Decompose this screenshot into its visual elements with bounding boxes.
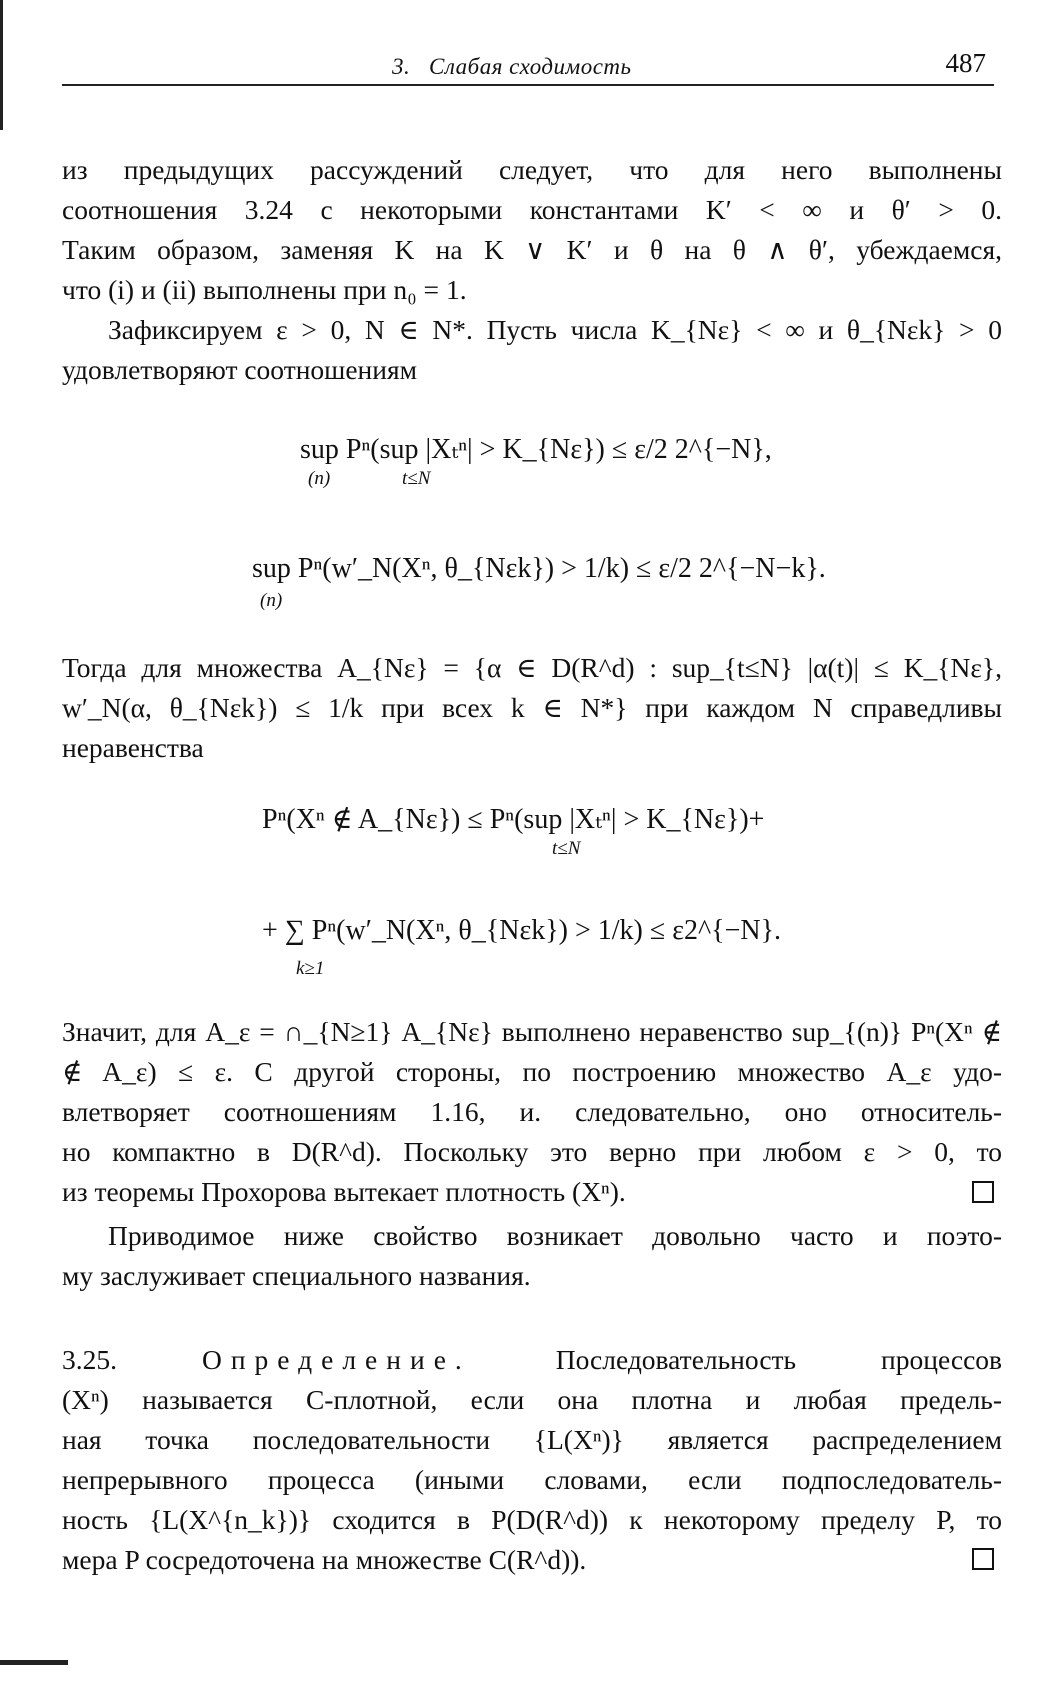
paragraph-4: [62, 1012, 1002, 1212]
definition-3-25: [62, 1340, 1002, 1580]
paragraph-3: [62, 648, 1002, 768]
formula-3-sub-k: k≥1: [296, 958, 325, 979]
text-line: му заслуживает специального названия.: [62, 1260, 531, 1291]
qed-square: [972, 1548, 994, 1570]
formula-1-sub-n: (n): [308, 468, 331, 489]
page-number: 487: [945, 48, 986, 78]
text-line: но компактно в D(R^d). Поскольку это верно при любом ε > 0, то: [62, 1136, 1002, 1167]
qed-square: [972, 1181, 994, 1203]
text-line: непрерывного процесса (иными словами, если подпоследователь-: [62, 1464, 1002, 1495]
text-line: ность {L(X^{n_k})} сходится в P(D(R^d)) к некоторому пределу P, то: [62, 1504, 1002, 1535]
definition-first-line: [62, 1340, 1002, 1380]
text-line: Тогда для множества A_{Nε} = {α ∈ D(R^d) : sup_{t≤N} |α(t)| ≤ K_{Nε},: [62, 652, 1002, 683]
text-line: ∉ A_ε) ≤ ε. С другой стороны, по построению множество A_ε удо-: [62, 1056, 1002, 1087]
text-line: соотношения 3.24 с некоторыми константами K′ < ∞ и θ′ > 0.: [62, 194, 1002, 225]
text-line: неравенства: [62, 732, 204, 763]
text-line: что (i) и (ii) выполнены при n₀ = 1.: [62, 274, 467, 305]
text-line: Последовательность процессов: [555, 1344, 1003, 1375]
paragraph-1: [62, 150, 1002, 310]
scan-edge-mark: [0, 1660, 68, 1665]
text-line: w′_N(α, θ_{Nεk}) ≤ 1/k при всех k ∈ N*} при каждом N справедливы: [62, 692, 1002, 723]
text-line: из предыдущих рассуждений следует, что для него выполнены: [62, 154, 1002, 185]
text-line: мера P сосредоточена на множестве C(R^d)).: [62, 1544, 587, 1575]
formula-2-sub-n: (n): [260, 590, 283, 611]
definition-label: Определение.: [201, 1344, 471, 1375]
scan-edge-mark: [0, 0, 3, 130]
text-line: удовлетворяют соотношениям: [62, 354, 418, 385]
text-line: Значит, для A_ε = ∩_{N≥1} A_{Nε} выполнено неравенство sup_{(n)} Pⁿ(Xⁿ ∉: [62, 1016, 1002, 1047]
paragraph-5: [62, 1216, 1002, 1296]
formula-3-sub-t: t≤N: [552, 838, 581, 859]
formula-3-line-1: Pⁿ(Xⁿ ∉ A_{Nε}) ≤ Pⁿ(sup |Xₜⁿ| > K_{Nε})+: [262, 804, 765, 835]
text-line: Зафиксируем ε > 0, N ∈ N*. Пусть числа K_{Nε} < ∞ и θ_{Nεk} > 0: [108, 314, 1002, 345]
formula-2: sup Pⁿ(w′_N(Xⁿ, θ_{Nεk}) > 1/k) ≤ ε/2 2^{−N−k}.: [252, 553, 826, 584]
paragraph-2: [62, 310, 1002, 390]
formula-1: sup Pⁿ(sup |Xₜⁿ| > K_{Nε}) ≤ ε/2 2^{−N},: [300, 434, 772, 465]
definition-number: 3.25.: [62, 1344, 117, 1375]
section-title: 3. Слабая сходимость: [392, 54, 632, 79]
formula-1-sub-t: t≤N: [402, 468, 431, 489]
running-header: [62, 46, 994, 84]
header-rule: [62, 84, 994, 86]
formula-3-line-2: + ∑ Pⁿ(w′_N(Xⁿ, θ_{Nεk}) > 1/k) ≤ ε2^{−N}.: [262, 915, 782, 946]
text-line: влетворяет соотношениям 1.16, и. следовательно, оно относитель-: [62, 1096, 1002, 1127]
text-line: (Xⁿ) называется C-плотной, если она плотна и любая предель-: [62, 1384, 1002, 1415]
text-line: ная точка последовательности {L(Xⁿ)} является распределением: [62, 1424, 1002, 1455]
text-line: из теоремы Прохорова вытекает плотность (Xⁿ).: [62, 1176, 626, 1207]
text-line: Таким образом, заменяя K на K ∨ K′ и θ на θ ∧ θ′, убеждаемся,: [62, 234, 1002, 265]
text-line: Приводимое ниже свойство возникает довольно часто и поэто-: [108, 1220, 1002, 1251]
